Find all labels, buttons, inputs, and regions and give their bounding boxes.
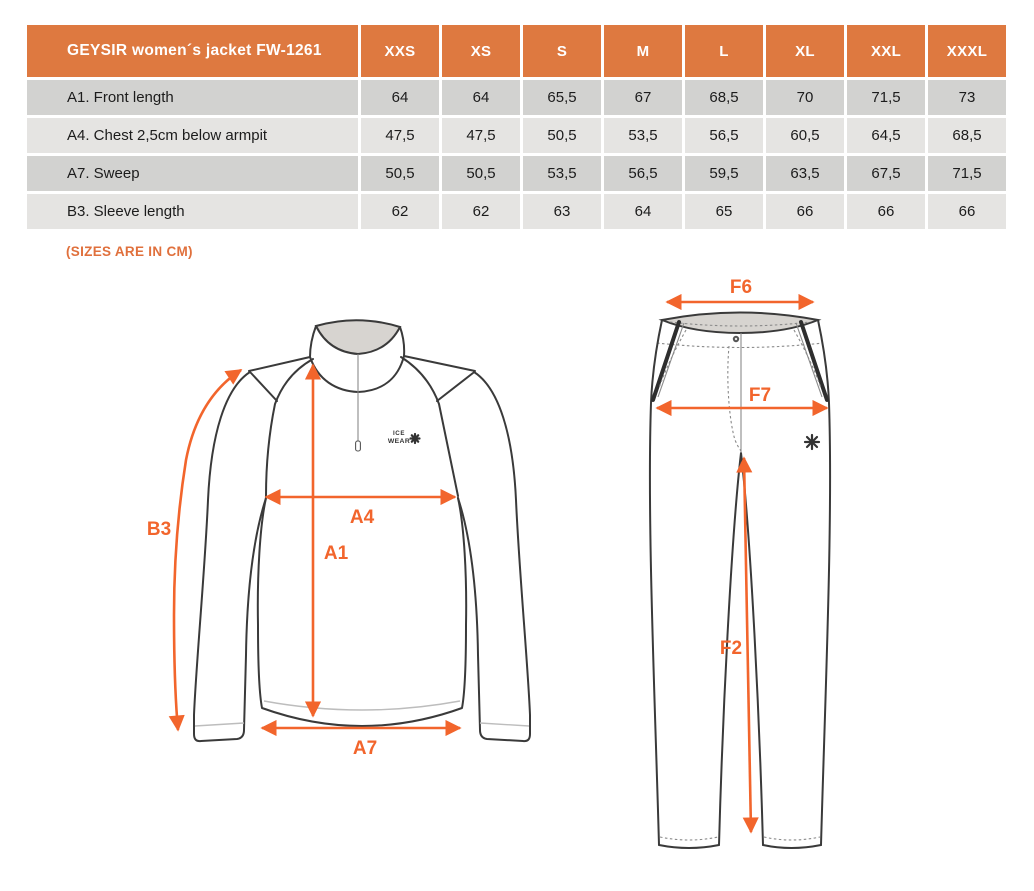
right-shoulder-seam — [437, 373, 473, 401]
cell: 64 — [442, 80, 520, 115]
size-header-xxxl: XXXL — [928, 25, 1006, 77]
right-raglan-seam — [401, 357, 458, 496]
measure-label: B3. Sleeve length — [27, 194, 358, 229]
f6-label: F6 — [729, 277, 753, 298]
right-shoulder-line — [404, 356, 475, 371]
left-hem — [659, 845, 719, 848]
cell: 73 — [928, 80, 1006, 115]
right-cuff-seam — [480, 723, 529, 726]
table-row — [27, 194, 1006, 229]
cell: 47,5 — [442, 118, 520, 153]
table-row — [27, 156, 1006, 191]
cell: 62 — [442, 194, 520, 229]
cell: 47,5 — [361, 118, 439, 153]
jacket-left-sleeve — [194, 372, 266, 741]
size-header-xxl: XXL — [847, 25, 925, 77]
cell: 64 — [361, 80, 439, 115]
cell: 68,5 — [685, 80, 763, 115]
cell: 50,5 — [361, 156, 439, 191]
right-hem — [763, 845, 821, 848]
snowflake-icon — [805, 435, 819, 449]
b3-label: B3 — [146, 519, 172, 540]
cell: 71,5 — [847, 80, 925, 115]
b3-arrow — [174, 370, 241, 730]
cell: 67,5 — [847, 156, 925, 191]
size-header-m: M — [604, 25, 682, 77]
table-row — [27, 118, 1006, 153]
cell: 65,5 — [523, 80, 601, 115]
left-hem-stitch — [660, 837, 718, 840]
jacket-right-sleeve — [458, 372, 530, 741]
size-header-xxs: XXS — [361, 25, 439, 77]
measurement-diagram — [0, 270, 1034, 891]
cell: 53,5 — [604, 118, 682, 153]
collar-opening — [316, 320, 400, 354]
cell: 50,5 — [523, 118, 601, 153]
a7-label: A7 — [352, 738, 378, 759]
a4-label: A4 — [349, 507, 375, 528]
pants-drawing — [650, 277, 830, 848]
jacket-body — [258, 498, 466, 726]
cell: 68,5 — [928, 118, 1006, 153]
cell: 63 — [523, 194, 601, 229]
cell: 70 — [766, 80, 844, 115]
hem-stitch — [264, 701, 460, 710]
cell: 66 — [766, 194, 844, 229]
fly-stitch — [728, 346, 741, 451]
cell: 71,5 — [928, 156, 1006, 191]
cell: 56,5 — [604, 156, 682, 191]
size-table-container — [24, 22, 1009, 232]
left-pocket-opening — [653, 322, 679, 400]
size-table — [24, 22, 1009, 232]
cell: 59,5 — [685, 156, 763, 191]
left-shoulder-line — [249, 357, 310, 371]
cell: 67 — [604, 80, 682, 115]
measure-label: A7. Sweep — [27, 156, 358, 191]
a1-label: A1 — [323, 543, 349, 564]
right-pocket-opening — [801, 322, 827, 400]
cell: 62 — [361, 194, 439, 229]
left-shoulder-seam — [251, 373, 277, 401]
right-pocket-edge — [796, 323, 822, 397]
measure-label: A1. Front length — [27, 80, 358, 115]
f7-label: F7 — [748, 385, 772, 406]
product-title: GEYSIR women´s jacket FW-1261 — [27, 25, 358, 77]
zipper-pull — [356, 441, 361, 451]
cell: 66 — [847, 194, 925, 229]
cell: 50,5 — [442, 156, 520, 191]
size-header-l: L — [685, 25, 763, 77]
waist-button-center — [735, 338, 737, 340]
cell: 64,5 — [847, 118, 925, 153]
size-header-xl: XL — [766, 25, 844, 77]
cell: 60,5 — [766, 118, 844, 153]
left-cuff-seam — [195, 723, 244, 726]
measure-label: A4. Chest 2,5cm below armpit — [27, 118, 358, 153]
cell: 65 — [685, 194, 763, 229]
size-header-xs: XS — [442, 25, 520, 77]
logo-text-top: ICE — [392, 430, 406, 437]
waistband-stitch — [657, 343, 823, 348]
size-header-s: S — [523, 25, 601, 77]
table-row — [27, 80, 1006, 115]
cell: 63,5 — [766, 156, 844, 191]
cell: 53,5 — [523, 156, 601, 191]
cell: 56,5 — [685, 118, 763, 153]
table-header-row — [27, 25, 1006, 77]
logo-text-bottom: WEAR — [387, 438, 411, 445]
left-pocket-edge — [658, 323, 684, 397]
left-raglan-seam — [266, 359, 313, 496]
cell: 64 — [604, 194, 682, 229]
right-hem-stitch — [764, 837, 820, 840]
icewear-logo — [388, 430, 420, 445]
jacket-drawing — [147, 320, 530, 759]
cell: 66 — [928, 194, 1006, 229]
snowflake-icon — [411, 434, 420, 443]
waist-opening — [662, 313, 818, 334]
f2-label: F2 — [719, 638, 743, 659]
units-note: (SIZES ARE IN CM) — [66, 244, 193, 259]
